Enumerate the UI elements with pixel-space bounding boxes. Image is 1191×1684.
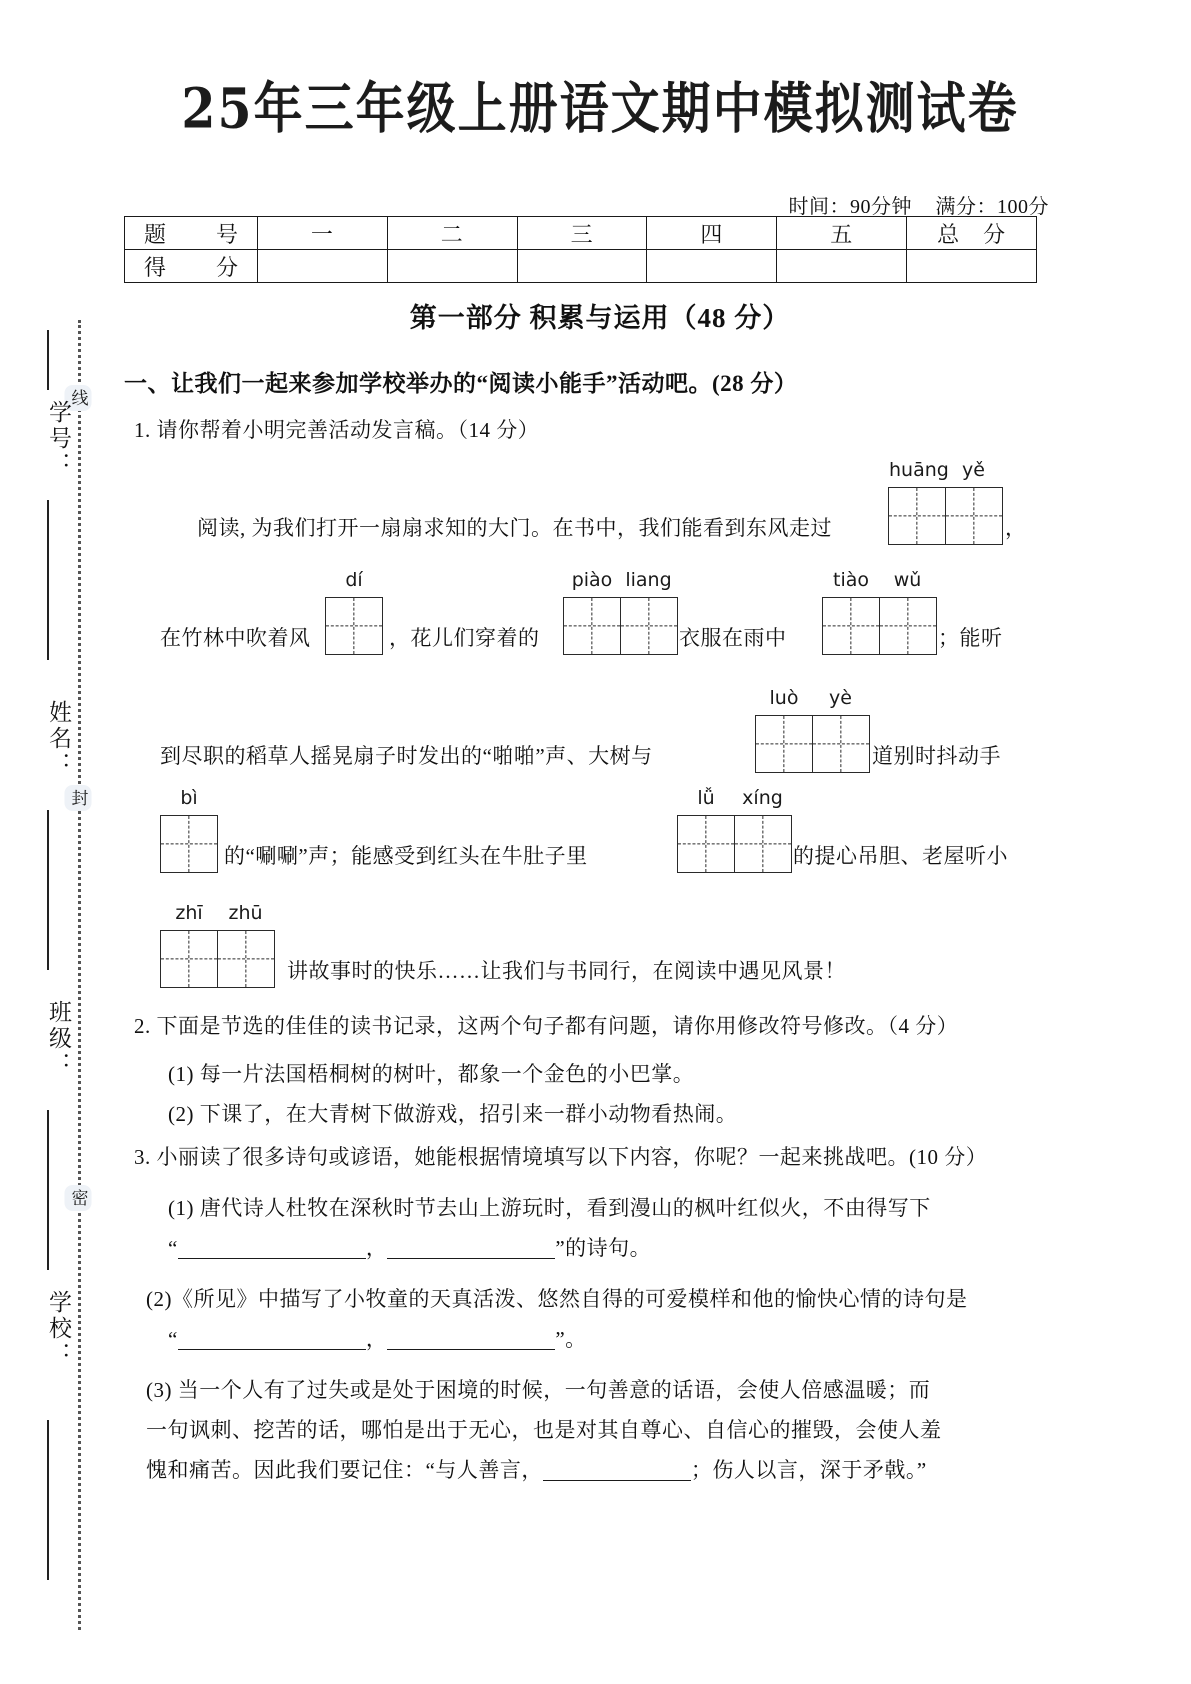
quote-open-2: “ bbox=[168, 1327, 178, 1351]
pinyin-box-group-bi[interactable] bbox=[160, 787, 218, 873]
exam-meta bbox=[771, 190, 1050, 219]
pinyin-label-piao: piào bbox=[571, 569, 613, 591]
question-1-2-label: 2. 下面是节选的佳佳的读书记录，这两个句子都有问题，请你用修改符号修改。（4 分） bbox=[134, 1014, 959, 1038]
pinyin-cell[interactable] bbox=[160, 902, 218, 988]
question-1-3-1-line-1: (1) 唐代诗人杜牧在深秋时节去山上游玩时，看到漫山的枫叶红似火，不由得写下 bbox=[168, 1196, 931, 1220]
question-1-2-sentence-1: (1) 每一片法国梧桐树的树叶，都象一个金色的小巴掌。 bbox=[168, 1062, 695, 1086]
part-one-heading: 第一部分 积累与运用（48 分） bbox=[409, 303, 791, 333]
quote-open: “ bbox=[168, 1236, 178, 1260]
pinyin-cell[interactable] bbox=[217, 902, 275, 988]
score-table bbox=[124, 216, 1037, 283]
passage-line-2d: ；能听 bbox=[938, 626, 1003, 650]
pinyin-cell[interactable] bbox=[620, 569, 678, 655]
pinyin-box-group-lvxing[interactable] bbox=[677, 787, 792, 873]
passage-line-2a: 在竹林中吹着风 bbox=[160, 626, 311, 650]
pinyin-cell[interactable] bbox=[325, 569, 383, 655]
pinyin-cell[interactable] bbox=[945, 459, 1003, 545]
passage-line-1b: ， bbox=[1005, 516, 1027, 540]
table-row-score bbox=[125, 250, 1037, 283]
pinyin-cell[interactable] bbox=[755, 687, 813, 773]
pinyin-label-luo: luò bbox=[769, 687, 799, 709]
pinyin-cell[interactable] bbox=[160, 787, 218, 873]
score-cell-1[interactable] bbox=[258, 250, 388, 283]
seal-mark-0: 线 bbox=[65, 385, 92, 411]
seal-rule-3 bbox=[47, 1110, 49, 1270]
question-1-3-1-line-2 bbox=[168, 1232, 651, 1262]
full-score-label: 满分：100分 bbox=[935, 196, 1049, 218]
seal-line-strip bbox=[0, 0, 120, 1684]
page-title: 25年三年级上册语文期中模拟测试卷 bbox=[181, 76, 1019, 142]
score-cell-2[interactable] bbox=[387, 250, 517, 283]
seal-rule-1 bbox=[47, 500, 49, 660]
score-col-1: 一 bbox=[258, 217, 388, 250]
seal-rule-0 bbox=[47, 330, 49, 390]
score-col-total: 总 分 bbox=[907, 217, 1037, 250]
question-1-3-3-line-3a: 愧和痛苦。因此我们要记住：“与人善言， bbox=[146, 1458, 543, 1482]
score-col-5: 五 bbox=[777, 217, 907, 250]
score-col-3: 三 bbox=[517, 217, 647, 250]
pinyin-box-group-di[interactable] bbox=[325, 569, 383, 655]
pinyin-label-zhi: zhī bbox=[175, 902, 203, 924]
answer-blank-poem-2a[interactable] bbox=[178, 1327, 366, 1350]
passage-line-3a: 到尽职的稻草人摇晃扇子时发出的“啪啪”声、大树与 bbox=[160, 744, 653, 768]
pinyin-box-group-tiaowu[interactable] bbox=[822, 569, 937, 655]
question-1-3-3-line-1: (3) 当一个人有了过失或是处于困境的时候，一句善意的话语，会使人倍感温暖；而 bbox=[146, 1378, 931, 1402]
seal-rule-4 bbox=[47, 1420, 49, 1580]
seal-mark-1: 封 bbox=[65, 785, 92, 811]
answer-blank-poem-1b[interactable] bbox=[387, 1236, 555, 1259]
passage-line-1a: 阅读, 为我们打开一扇扇求知的大门。在书中，我们能看到东风走过 bbox=[197, 516, 832, 540]
pinyin-label-liang: liang bbox=[625, 569, 672, 591]
pinyin-label-ye2: yè bbox=[829, 687, 852, 709]
score-cell-total[interactable] bbox=[907, 250, 1037, 283]
question-1-3-3-line-3 bbox=[146, 1454, 927, 1484]
score-row-label-0: 题 号 bbox=[125, 217, 258, 250]
question-1-3-label: 3. 小丽读了很多诗句或谚语，她能根据情境填写以下内容，你呢？一起来挑战吧。(10 分） bbox=[134, 1145, 988, 1169]
pinyin-label-xing: xíng bbox=[742, 787, 783, 809]
pinyin-label-ye: yě bbox=[962, 459, 985, 481]
table-row-question-no bbox=[125, 217, 1037, 250]
quote-close-1: ”的诗句。 bbox=[555, 1236, 652, 1260]
pinyin-label-lv: lǚ bbox=[697, 787, 715, 809]
seal-dotted-line bbox=[78, 320, 81, 1630]
question-1-3-3-line-3b: ；伤人以言，深于矛戟。” bbox=[690, 1458, 927, 1482]
answer-blank-proverb[interactable] bbox=[543, 1458, 691, 1481]
question-1-3-3-line-2: 一句讽刺、挖苦的话，哪怕是出于无心，也是对其自尊心、自信心的摧毁，会使人羞 bbox=[146, 1418, 942, 1442]
pinyin-box-group-zhizhu[interactable] bbox=[160, 902, 275, 988]
question-one-label: 一、让我们一起来参加学校举办的“阅读小能手”活动吧。(28 分） bbox=[124, 371, 798, 396]
pinyin-box-group-huangye[interactable] bbox=[888, 459, 1003, 545]
passage-line-4b: 的提心吊胆、老屋听小 bbox=[793, 844, 1008, 868]
pinyin-label-bi: bì bbox=[180, 787, 198, 809]
question-1-1-label: 1. 请你帮着小明完善活动发言稿。（14 分） bbox=[134, 418, 540, 442]
pinyin-label-wu: wǔ bbox=[893, 569, 922, 591]
score-cell-5[interactable] bbox=[777, 250, 907, 283]
pinyin-label-zhu: zhū bbox=[228, 902, 263, 924]
seal-rule-2 bbox=[47, 810, 49, 970]
seal-field-student-id: 学号： bbox=[46, 400, 71, 478]
time-limit-label: 时间：90分钟 bbox=[788, 196, 912, 218]
answer-blank-poem-1a[interactable] bbox=[178, 1236, 366, 1259]
passage-line-5a: 讲故事时的快乐……让我们与书同行，在阅读中遇见风景！ bbox=[287, 959, 846, 983]
passage-line-3b: 道别时抖动手 bbox=[872, 744, 1001, 768]
score-col-4: 四 bbox=[647, 217, 777, 250]
question-1-2-sentence-2: (2) 下课了，在大青树下做游戏，招引来一群小动物看热闹。 bbox=[168, 1102, 738, 1126]
seal-mark-2: 密 bbox=[65, 1185, 92, 1211]
pinyin-cell[interactable] bbox=[822, 569, 880, 655]
pinyin-label-tiao: tiào bbox=[833, 569, 869, 591]
pinyin-cell[interactable] bbox=[677, 787, 735, 873]
seal-field-class: 班级： bbox=[46, 1000, 71, 1078]
pinyin-box-group-luoye[interactable] bbox=[755, 687, 870, 773]
comma-sep-2: ， bbox=[365, 1327, 388, 1351]
passage-line-4a: 的“唰唰”声；能感受到红头在牛肚子里 bbox=[224, 844, 588, 868]
pinyin-label-huang: huāng bbox=[889, 459, 949, 481]
score-row-label-1: 得 分 bbox=[125, 250, 258, 283]
pinyin-cell[interactable] bbox=[563, 569, 621, 655]
score-col-2: 二 bbox=[387, 217, 517, 250]
passage-line-2c: 衣服在雨中 bbox=[679, 626, 787, 650]
score-cell-3[interactable] bbox=[517, 250, 647, 283]
question-1-3-2-line-1: (2)《所见》中描写了小牧童的天真活泼、悠然自得的可爱模样和他的愉快心情的诗句是 bbox=[146, 1287, 968, 1311]
passage-line-2b: ，花儿们穿着的 bbox=[389, 626, 540, 650]
comma-sep: ， bbox=[365, 1236, 388, 1260]
seal-field-school: 学校： bbox=[46, 1290, 71, 1368]
quote-close-2: ”。 bbox=[555, 1327, 587, 1351]
pinyin-cell[interactable] bbox=[888, 459, 949, 545]
pinyin-cell[interactable] bbox=[879, 569, 937, 655]
answer-blank-poem-2b[interactable] bbox=[387, 1327, 555, 1350]
pinyin-label-di: dí bbox=[345, 569, 363, 591]
pinyin-cell[interactable] bbox=[734, 787, 792, 873]
score-cell-4[interactable] bbox=[647, 250, 777, 283]
pinyin-cell[interactable] bbox=[812, 687, 870, 773]
pinyin-box-group-piaoliang[interactable] bbox=[563, 569, 678, 655]
question-1-3-2-line-2 bbox=[168, 1323, 587, 1353]
seal-field-name: 姓名： bbox=[46, 700, 71, 778]
